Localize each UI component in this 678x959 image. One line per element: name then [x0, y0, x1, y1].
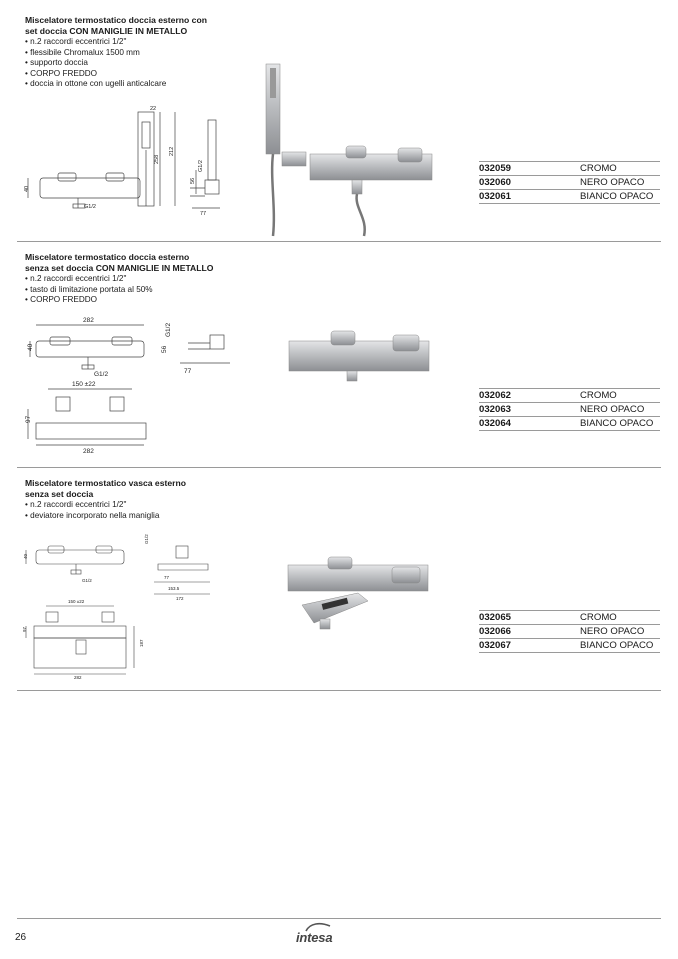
feature-item: • n.2 raccordi eccentrici 1/2" [25, 500, 661, 511]
section-divider [17, 690, 661, 691]
finish-label: CROMO [580, 611, 660, 625]
product-code: 032064 [479, 417, 580, 431]
product-title [25, 252, 661, 274]
finish-label: BIANCO OPACO [580, 190, 660, 204]
product-code: 032066 [479, 625, 580, 639]
dim-label: 22 [150, 106, 157, 112]
dim-label: 282 [83, 317, 94, 324]
dim-label: 77 [200, 211, 207, 217]
table-row [479, 162, 660, 176]
dim-label: 40 [23, 553, 28, 559]
product-section-2 [25, 252, 661, 306]
feature-item: • deviatore incorporato nella maniglia [25, 511, 661, 522]
title-line-1: Miscelatore termostatico doccia esterno con [25, 15, 207, 25]
product-code: 032062 [479, 389, 580, 403]
feature-item: • doccia in ottone con ugelli anticalcare [25, 79, 661, 90]
dim-label: 153.5 [168, 586, 180, 591]
dim-label: G1/2 [144, 534, 149, 544]
finish-label: BIANCO OPACO [580, 417, 660, 431]
dim-label: 150 ±22 [68, 599, 85, 604]
title-line-1: Miscelatore termostatico vasca esterno [25, 478, 186, 488]
feature-item: • tasto di limitazione portata al 50% [25, 285, 661, 296]
brand-logo [296, 921, 340, 947]
product-photo-3 [284, 553, 434, 635]
table-row [479, 176, 660, 190]
dim-label: 97 [25, 415, 32, 423]
code-table-1 [479, 161, 660, 204]
table-row [479, 625, 660, 639]
technical-drawing-1 [20, 100, 245, 235]
feature-item: • flessibile Chromalux 1500 mm [25, 48, 661, 59]
section-divider [17, 241, 661, 242]
feature-item: • CORPO FREDDO [25, 295, 661, 306]
dim-label: 212 [169, 146, 175, 156]
dim-label: 97 [22, 626, 27, 632]
logo-text: intesa [296, 930, 333, 945]
dim-label: 150 ±22 [72, 381, 96, 388]
dim-label: 77 [184, 368, 192, 375]
title-line-2: senza set doccia [25, 489, 94, 499]
product-code: 032065 [479, 611, 580, 625]
feature-item: • supporto doccia [25, 58, 661, 69]
finish-label: CROMO [580, 162, 660, 176]
dim-label: G1/2 [84, 204, 96, 210]
dim-label: 77 [164, 575, 170, 580]
dim-label: 282 [74, 675, 82, 680]
feature-item: • n.2 raccordi eccentrici 1/2" [25, 274, 661, 285]
product-code: 032063 [479, 403, 580, 417]
title-line-2: set doccia CON MANIGLIE IN METALLO [25, 26, 188, 36]
table-row [479, 611, 660, 625]
product-code: 032059 [479, 162, 580, 176]
dim-label: 40 [24, 185, 30, 192]
dim-label: G1/2 [94, 371, 109, 378]
feature-item: • CORPO FREDDO [25, 69, 661, 80]
product-code: 032067 [479, 639, 580, 653]
dim-label: 258 [154, 154, 160, 164]
dim-label: 40 [27, 343, 34, 351]
product-section-3 [25, 478, 661, 521]
dim-label: 56 [190, 177, 196, 184]
table-row [479, 403, 660, 417]
dim-label: 187 [139, 639, 144, 647]
title-line-1: Miscelatore termostatico doccia esterno [25, 252, 190, 262]
section-divider [17, 467, 661, 468]
table-row [479, 190, 660, 204]
footer-divider [17, 918, 661, 919]
feature-list [25, 274, 661, 306]
finish-label: NERO OPACO [580, 403, 660, 417]
dim-label: G1/2 [82, 578, 92, 583]
technical-drawing-3 [18, 530, 228, 680]
table-row [479, 417, 660, 431]
technical-drawing-2 [20, 313, 245, 458]
table-row [479, 389, 660, 403]
product-photo-2 [285, 325, 435, 385]
dim-label: 282 [83, 448, 94, 455]
product-photo-1 [258, 58, 438, 238]
code-table-3 [479, 610, 660, 653]
title-line-2: senza set doccia CON MANIGLIE IN METALLO [25, 263, 214, 273]
finish-label: CROMO [580, 389, 660, 403]
page-number: 26 [15, 932, 27, 943]
finish-label: NERO OPACO [580, 625, 660, 639]
dim-label: G1/2 [165, 322, 172, 337]
code-table-2 [479, 388, 660, 431]
product-title [25, 478, 661, 500]
dim-label: 172 [176, 596, 184, 601]
product-code: 032060 [479, 176, 580, 190]
feature-item: • n.2 raccordi eccentrici 1/2" [25, 37, 661, 48]
dim-label: 56 [161, 345, 168, 353]
finish-label: BIANCO OPACO [580, 639, 660, 653]
table-row [479, 639, 660, 653]
feature-list [25, 500, 661, 521]
dim-label: G1/2 [198, 160, 204, 172]
finish-label: NERO OPACO [580, 176, 660, 190]
product-title [25, 15, 661, 37]
product-code: 032061 [479, 190, 580, 204]
